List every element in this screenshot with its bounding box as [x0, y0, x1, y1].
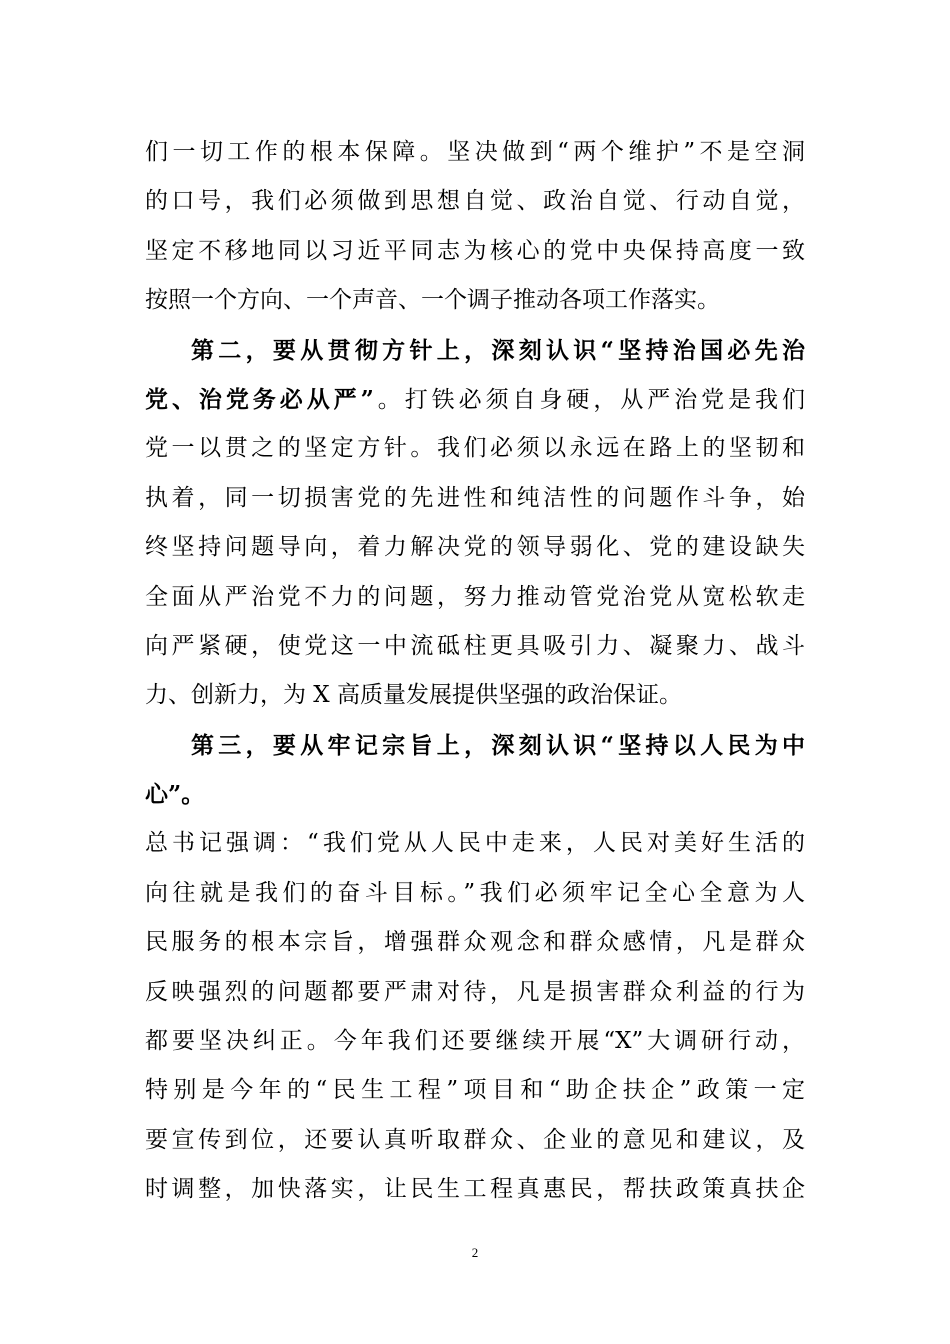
text-line-9	[145, 523, 805, 572]
line-text: 执着，同一切损害党的先进性和纯洁性的问题作斗争，始	[145, 484, 805, 511]
line-text: 党一以贯之的坚定方针。我们必须以永远在路上的坚韧和	[145, 435, 805, 462]
line-text: 特别是今年的“民生工程”项目和“助企扶企”政策一定	[145, 1077, 805, 1104]
text-line-11	[145, 622, 805, 671]
text-line-20	[145, 1066, 805, 1115]
text-line-18	[145, 968, 805, 1017]
text-line-22	[145, 1165, 805, 1214]
line-text: 要宣传到位，还要认真听取群众、企业的意见和建议，及	[145, 1126, 805, 1153]
text-line-7	[145, 424, 805, 473]
text-line-4	[145, 276, 805, 325]
text-line-16	[145, 869, 805, 918]
section-heading-cont: 心”。	[145, 781, 205, 809]
text-line-6	[145, 375, 805, 424]
text-line-3	[145, 227, 805, 276]
line-text: 民服务的根本宗旨，增强群众观念和群众感情，凡是群众	[145, 929, 805, 956]
text-line-12	[145, 671, 805, 720]
line-text: 向严紧硬，使党这一中流砥柱更具吸引力、凝聚力、战斗	[145, 632, 805, 659]
text-line-2	[145, 177, 805, 226]
line-text: 反映强烈的问题都要严肃对待，凡是损害群众利益的行为	[145, 978, 805, 1005]
text-line-15	[145, 819, 805, 868]
body-text	[145, 128, 805, 1215]
line-text: 。打铁必须自身硬，从严治党是我们	[373, 386, 806, 413]
text-line-21	[145, 1116, 805, 1165]
section-heading-cont: 党、治党务必从严”	[145, 385, 374, 413]
line-text: 总书记强调：“我们党从人民中走来，人民对美好生活的	[145, 830, 805, 857]
heading-line-third-cont	[145, 770, 805, 819]
text-line-1	[145, 128, 805, 177]
line-text: 坚定不移地同以习近平同志为核心的党中央保持高度一致	[145, 237, 805, 264]
page-number: 2	[471, 1245, 479, 1260]
line-text: 都要坚决纠正。今年我们还要继续开展“X”大调研行动，	[145, 1028, 805, 1055]
line-text: 终坚持问题导向，着力解决党的领导弱化、党的建设缺失	[145, 534, 805, 561]
text-line-17	[145, 918, 805, 967]
line-text: 们一切工作的根本保障。坚决做到“两个维护”不是空洞	[145, 139, 805, 165]
line-text: 的口号，我们必须做到思想自觉、政治自觉、行动自觉，	[145, 188, 805, 215]
line-text: 力、创新力，为 X 高质量发展提供坚强的政治保证。	[145, 682, 682, 709]
heading-line-second	[145, 326, 805, 375]
heading-line-third	[145, 721, 805, 770]
section-heading: 第三，要从牢记宗旨上，深刻认识“坚持以人民为中	[191, 731, 805, 759]
line-text: 时调整，加快落实，让民生工程真惠民，帮扶政策真扶企	[145, 1176, 805, 1203]
text-line-19	[145, 1017, 805, 1066]
text-line-8	[145, 474, 805, 523]
line-text: 全面从严治党不力的问题，努力推动管党治党从宽松软走	[145, 583, 805, 610]
line-text: 向往就是我们的奋斗目标。”我们必须牢记全心全意为人	[145, 879, 805, 906]
text-line-10	[145, 573, 805, 622]
line-text: 按照一个方向、一个声音、一个调子推动各项工作落实。	[145, 287, 720, 314]
section-heading: 第二，要从贯彻方针上，深刻认识“坚持治国必先治	[191, 336, 805, 364]
